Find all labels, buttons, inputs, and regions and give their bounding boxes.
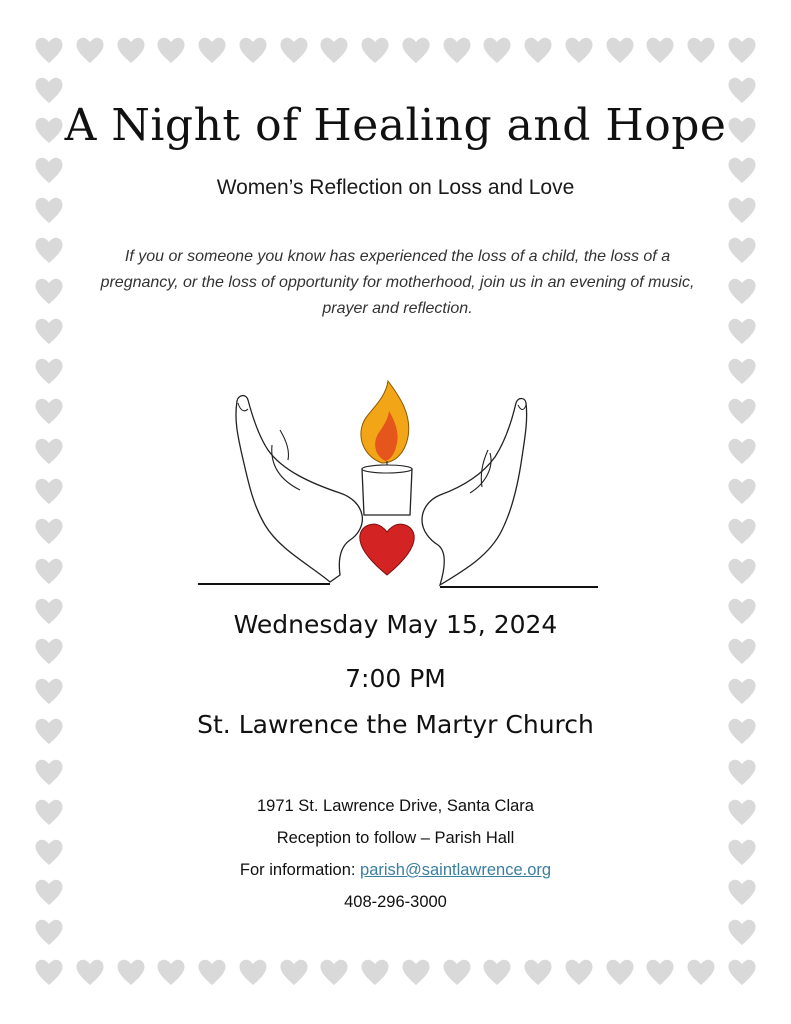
reception-note: Reception to follow – Parish Hall bbox=[276, 829, 515, 847]
heart-icon bbox=[727, 36, 757, 64]
heart-icon bbox=[279, 36, 309, 64]
heart-icon bbox=[360, 36, 390, 64]
heart-icon bbox=[482, 36, 512, 64]
heart-icon bbox=[645, 36, 675, 64]
heart-icon bbox=[238, 36, 268, 64]
heart-icon bbox=[727, 397, 757, 425]
heart-icon bbox=[34, 277, 64, 305]
heart-icon bbox=[727, 357, 757, 385]
heart-icon bbox=[727, 637, 757, 665]
heart-icon bbox=[116, 958, 146, 986]
heart-icon bbox=[34, 36, 64, 64]
heart-icon bbox=[116, 36, 146, 64]
heart-icon bbox=[34, 517, 64, 545]
heart-icon bbox=[727, 477, 757, 505]
heart-icon bbox=[727, 958, 757, 986]
email-link[interactable]: parish@saintlawrence.org bbox=[360, 861, 552, 879]
heart-icon bbox=[156, 958, 186, 986]
heart-icon bbox=[727, 236, 757, 264]
event-time: 7:00 PM bbox=[345, 664, 446, 693]
heart-icon bbox=[686, 36, 716, 64]
heart-icon bbox=[727, 277, 757, 305]
heart-icon bbox=[34, 477, 64, 505]
heart-icon bbox=[401, 958, 431, 986]
heart-icon bbox=[34, 758, 64, 786]
heart-icon bbox=[727, 758, 757, 786]
heart-icon bbox=[34, 918, 64, 946]
event-date: Wednesday May 15, 2024 bbox=[233, 610, 558, 639]
heart-icon bbox=[360, 958, 390, 986]
heart-icon bbox=[727, 196, 757, 224]
heart-icon bbox=[523, 958, 553, 986]
heart-icon bbox=[686, 958, 716, 986]
info-row bbox=[0, 861, 791, 880]
phone-number: 408-296-3000 bbox=[344, 893, 447, 911]
page-subtitle: Women’s Reflection on Loss and Love bbox=[216, 176, 575, 199]
heart-icon bbox=[34, 437, 64, 465]
heart-icon bbox=[727, 557, 757, 585]
heart-icon bbox=[319, 36, 349, 64]
hands-candle-heart-icon bbox=[190, 375, 610, 595]
event-location: St. Lawrence the Martyr Church bbox=[197, 710, 594, 739]
heart-icon bbox=[238, 958, 268, 986]
heart-icon bbox=[727, 918, 757, 946]
heart-icon bbox=[727, 517, 757, 545]
info-label: For information: bbox=[239, 861, 361, 879]
heart-icon bbox=[564, 958, 594, 986]
heart-icon bbox=[523, 36, 553, 64]
heart-icon bbox=[727, 437, 757, 465]
heart-icon bbox=[279, 958, 309, 986]
heart-icon bbox=[34, 357, 64, 385]
heart-icon bbox=[34, 236, 64, 264]
heart-icon bbox=[401, 36, 431, 64]
heart-icon bbox=[319, 958, 349, 986]
heart-icon bbox=[197, 36, 227, 64]
heart-icon bbox=[727, 317, 757, 345]
heart-icon bbox=[605, 36, 635, 64]
heart-icon bbox=[75, 958, 105, 986]
heart-icon bbox=[34, 196, 64, 224]
page-title: A Night of Healing and Hope bbox=[64, 100, 727, 151]
heart-icon bbox=[605, 958, 635, 986]
heart-icon bbox=[34, 637, 64, 665]
heart-icon bbox=[645, 958, 675, 986]
heart-icon bbox=[34, 397, 64, 425]
heart-icon bbox=[197, 958, 227, 986]
heart-icon bbox=[482, 958, 512, 986]
heart-icon bbox=[34, 557, 64, 585]
heart-icon bbox=[34, 958, 64, 986]
heart-icon bbox=[75, 36, 105, 64]
heart-icon bbox=[442, 36, 472, 64]
intro-paragraph: If you or someone you know has experienced the loss of a child, the loss of a pregnancy, or the loss of opportunity for motherhood, join us in an evening of music, prayer and reflection. bbox=[100, 248, 695, 317]
heart-icon bbox=[564, 36, 594, 64]
heart-icon bbox=[442, 958, 472, 986]
heart-icon bbox=[34, 317, 64, 345]
address: 1971 St. Lawrence Drive, Santa Clara bbox=[257, 797, 534, 815]
heart-icon bbox=[156, 36, 186, 64]
